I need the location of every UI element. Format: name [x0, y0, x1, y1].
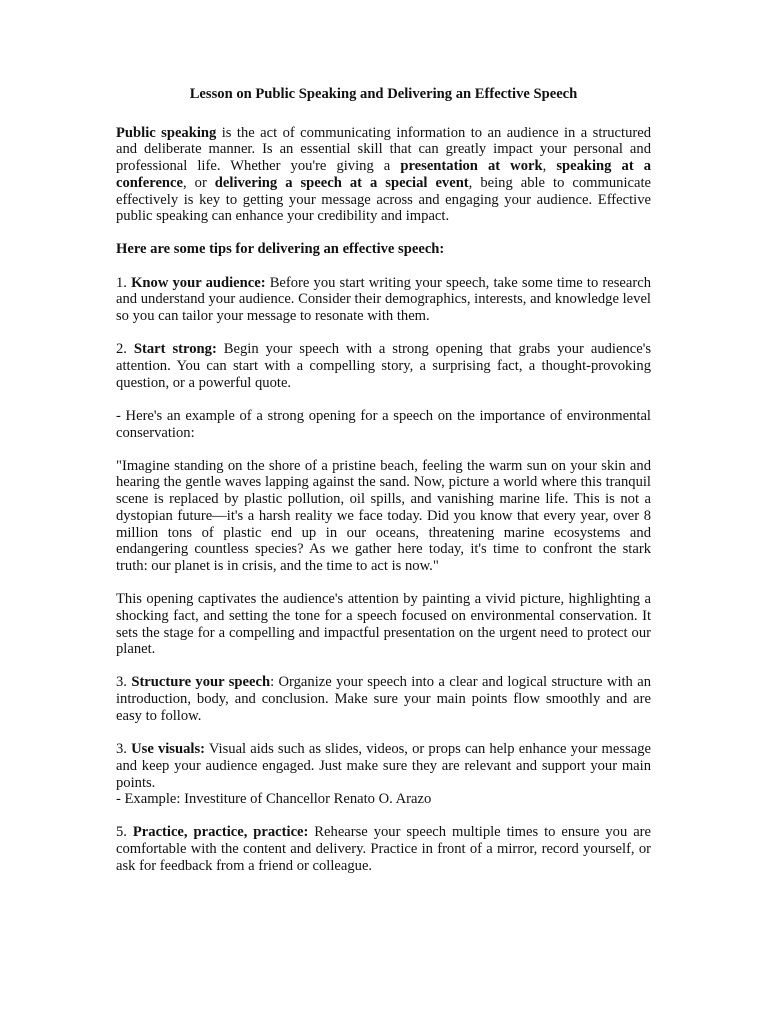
intro-bold-2: speaking at a conference	[116, 158, 652, 191]
tip-2-label: Start strong:	[133, 341, 217, 358]
intro-bold-3: delivering a speech at a special event	[214, 174, 469, 191]
document-title: Lesson on Public Speaking and Delivering an Effective Speech	[189, 86, 578, 102]
intro-text-4: , being able to communicate effectively is key to getting your message across and engaging your audience. Effective public speaking can enhance your credibility and impact.	[116, 174, 651, 225]
tip-5-label: Practice, practice, practice:	[132, 824, 309, 841]
tip-3-number: 3.	[116, 674, 132, 691]
tip-1-label: Know your audience:	[131, 274, 266, 291]
tip-5-text: Rehearse your speech multiple times to ensure you are comfortable with the content and delivery. Practice in front of a mirror, record yourself, or ask for feedback from a friend or colleague.	[116, 824, 652, 874]
tip-1-text: Before you start writing your speech, take some time to research and understand your audience. Consider their demographics, interests, and knowledge level so you can tailor your message to resonate with them.	[116, 274, 651, 325]
tip-3-text: : Organize your speech into a clear and logical structure with an introduction, body, and conclusion. Make sure your main points flow smoothly and are easy to follow.	[116, 674, 652, 724]
tip-1-number: 1.	[116, 274, 132, 291]
tips-heading: Here are some tips for delivering an effective speech:	[116, 241, 445, 258]
tip-4-number: 3.	[116, 741, 132, 758]
intro-text-1: is the act of communicating information to an audience in a structured and deliberate manner. Is an essential skill that can greatly impact your personal and professional life. Whether you're giving a	[116, 124, 652, 175]
intro-bold-1: presentation at work	[400, 158, 543, 175]
tip-5	[116, 824, 651, 874]
intro-text-2: ,	[542, 158, 557, 175]
example-intro: - Here's an example of a strong opening for a speech on the importance of environmental conservation:	[116, 407, 651, 441]
tip-4-example: - Example: Investiture of Chancellor Renato O. Arazo	[116, 791, 432, 808]
tip-1	[116, 275, 651, 325]
intro-term: Public speaking	[116, 124, 217, 141]
tip-2	[116, 341, 651, 391]
tip-2-text: Begin your speech with a strong opening that grabs your audience's attention. You can start with a compelling story, a surprising fact, a thought-provoking question, or a powerful quote.	[116, 341, 652, 391]
tip-4-text: Visual aids such as slides, videos, or props can help enhance your message and keep your audience engaged. Just make sure they are relevant and support your main points.	[116, 741, 651, 791]
tip-2-number: 2.	[116, 341, 134, 358]
tip-3	[116, 674, 651, 724]
tip-4	[116, 741, 651, 808]
tip-4-label: Use visuals:	[131, 741, 205, 758]
analysis-paragraph: This opening captivates the audience's attention by painting a vivid picture, highlighting a shocking fact, and setting the tone for a speech focused on environmental conservation. It sets the stage for a compelling and impactful presentation on the urgent need to protect our planet.	[116, 591, 651, 658]
document-page	[116, 86, 651, 891]
example-quote: "Imagine standing on the shore of a pristine beach, feeling the warm sun on your skin and hearing the gentle waves lapping against the sand. Now, picture a world where this tranquil scene is replaced by plastic pollution, oil spills, and vanishing marine life. This is not a dystopian future—it's a harsh reality we face today. Did you know that every year, over 8 million tons of plastic end up in our oceans, threatening marine ecosystems and endangering countless species? As we gather here today, it's time to confront the stark truth: our planet is in crisis, and the time to act is now."	[116, 457, 651, 574]
intro-paragraph	[116, 125, 651, 225]
intro-text-3: , or	[183, 174, 215, 191]
tip-3-label: Structure your speech	[131, 674, 271, 691]
tip-5-number: 5.	[116, 824, 133, 841]
